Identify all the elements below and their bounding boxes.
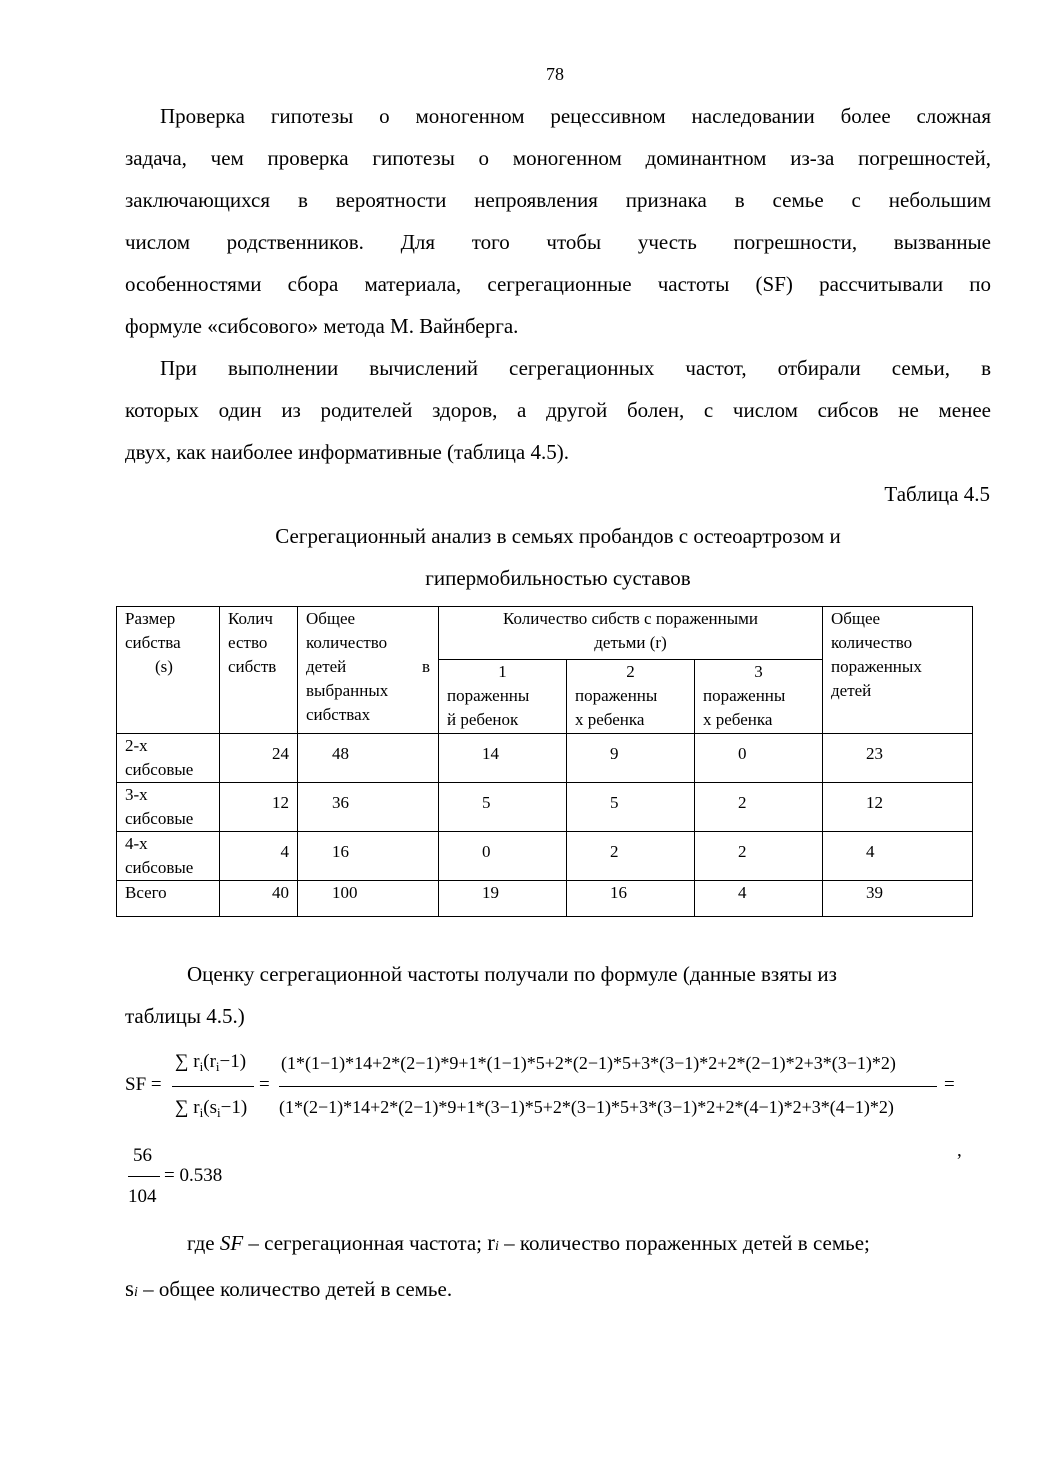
text-line: задача, чем проверка гипотезы о моногенном доминантном из-за погрешностей, <box>125 146 991 170</box>
paragraph-selection <box>125 347 991 473</box>
text-line: При выполнении вычислений сегрегационных частот, отбирали семьи, в <box>160 356 991 380</box>
cell-count: 12 <box>220 783 298 832</box>
text-line: формуле «сибсового» метода М. Вайнберга. <box>125 314 519 338</box>
text-line: где SF – сегрегационная частота; ri – количество пораженных детей в семье; <box>187 1230 870 1255</box>
formula-numeric-numerator: (1*(1−1)*14+2*(2−1)*9+1*(1−1)*5+2*(2−1)*5+3*(3−1)*2+2*(2−1)*2+3*(3−1)*2) <box>281 1053 896 1073</box>
formula-numeric-denominator: (1*(2−1)*14+2*(2−1)*9+1*(3−1)*5+2*(3−1)*5+3*(3−1)*2+2*(4−1)*2+3*(4−1)*2) <box>279 1097 894 1117</box>
cell-size: 2-х сибсовые <box>117 734 220 783</box>
fraction-bar <box>279 1086 937 1087</box>
cell-total: 23 <box>823 734 973 783</box>
header-total-affected: Общее количество пораженных детей <box>823 607 973 734</box>
header-affected-sibships: Количество сибств с пораженными детьми (r) <box>439 607 823 660</box>
cell-r1: 0 <box>439 832 567 881</box>
cell-r3: 2 <box>695 832 823 881</box>
text-line: особенностями сбора материала, сегрегационные частоты (SF) рассчитывали по <box>125 272 991 296</box>
table-title: Сегрегационный анализ в семьях пробандов с остеоартрозом и <box>275 524 841 548</box>
header-sibship-size: Размер сибства (s) <box>117 607 220 734</box>
cell-count: 4 <box>220 832 298 881</box>
formula-result: = 0.538 <box>164 1165 223 1186</box>
fraction-bar <box>128 1176 160 1177</box>
cell-r2: 16 <box>567 881 695 917</box>
cell-children: 36 <box>298 783 439 832</box>
cell-r3: 0 <box>695 734 823 783</box>
formula-equals: = <box>944 1074 955 1095</box>
formula-equals: = <box>259 1074 270 1095</box>
page-number: 78 <box>546 64 564 84</box>
cell-r2: 2 <box>567 832 695 881</box>
text-line: заключающихся в вероятности непроявления признака в семье с небольшим <box>125 188 991 212</box>
cell-r2: 9 <box>567 734 695 783</box>
formula-result-denominator: 104 <box>128 1186 157 1207</box>
paragraph-definitions <box>125 1222 991 1314</box>
cell-children: 16 <box>298 832 439 881</box>
cell-size: Всего <box>117 881 220 917</box>
segregation-table <box>116 606 973 917</box>
cell-r2: 5 <box>567 783 695 832</box>
cell-count: 40 <box>220 881 298 917</box>
table-row <box>117 734 973 783</box>
cell-total: 12 <box>823 783 973 832</box>
cell-r3: 2 <box>695 783 823 832</box>
formula-symbolic-numerator: ∑ $r_i(r_i-1)$ <box>175 1051 247 1074</box>
formula-comma: , <box>957 1140 962 1161</box>
cell-r1: 19 <box>439 881 567 917</box>
header-two-affected: 2 пораженны х ребенка <box>567 660 695 734</box>
table-row <box>117 783 973 832</box>
formula-symbolic-denominator: ∑ $r_i(s_i-1)$ <box>175 1097 248 1120</box>
header-sibship-count: Колич ество сибств <box>220 607 298 734</box>
text-line: si – общее количество детей в семье. <box>125 1276 453 1301</box>
paragraph-formula-intro <box>125 953 991 1037</box>
cell-r3: 4 <box>695 881 823 917</box>
cell-r1: 14 <box>439 734 567 783</box>
table-label: Таблица 4.5 <box>884 482 990 506</box>
header-total-children: Общее количество детей в выбранных сибствах <box>298 607 439 734</box>
cell-size: 3-х сибсовые <box>117 783 220 832</box>
fraction-bar <box>172 1086 254 1087</box>
table-row <box>117 832 973 881</box>
cell-children: 100 <box>298 881 439 917</box>
header-three-affected: 3 пораженны х ребенка <box>695 660 823 734</box>
cell-total: 39 <box>823 881 973 917</box>
text-line: Оценку сегрегационной частоты получали по формуле (данные взяты из <box>187 962 837 986</box>
text-line: которых один из родителей здоров, а другой болен, с числом сибсов не менее <box>125 398 991 422</box>
table-row-total <box>117 881 973 917</box>
cell-r1: 5 <box>439 783 567 832</box>
formula-lhs: SF = <box>125 1074 162 1095</box>
cell-size: 4-х сибсовые <box>117 832 220 881</box>
formula-result-numerator: 56 <box>133 1145 152 1166</box>
text-line: таблицы 4.5.) <box>125 1004 245 1028</box>
cell-total: 4 <box>823 832 973 881</box>
header-one-affected: 1 пораженны й ребенок <box>439 660 567 734</box>
table-title-continued: гипермобильностью суставов <box>425 566 691 590</box>
cell-children: 48 <box>298 734 439 783</box>
text-line: двух, как наиболее информативные (таблица 4.5). <box>125 440 569 464</box>
text-line: числом родственников. Для того чтобы учесть погрешности, вызванные <box>125 230 991 254</box>
cell-count: 24 <box>220 734 298 783</box>
paragraph-hypothesis <box>125 95 991 347</box>
text-line: Проверка гипотезы о моногенном рецессивном наследовании более сложная <box>160 104 991 128</box>
